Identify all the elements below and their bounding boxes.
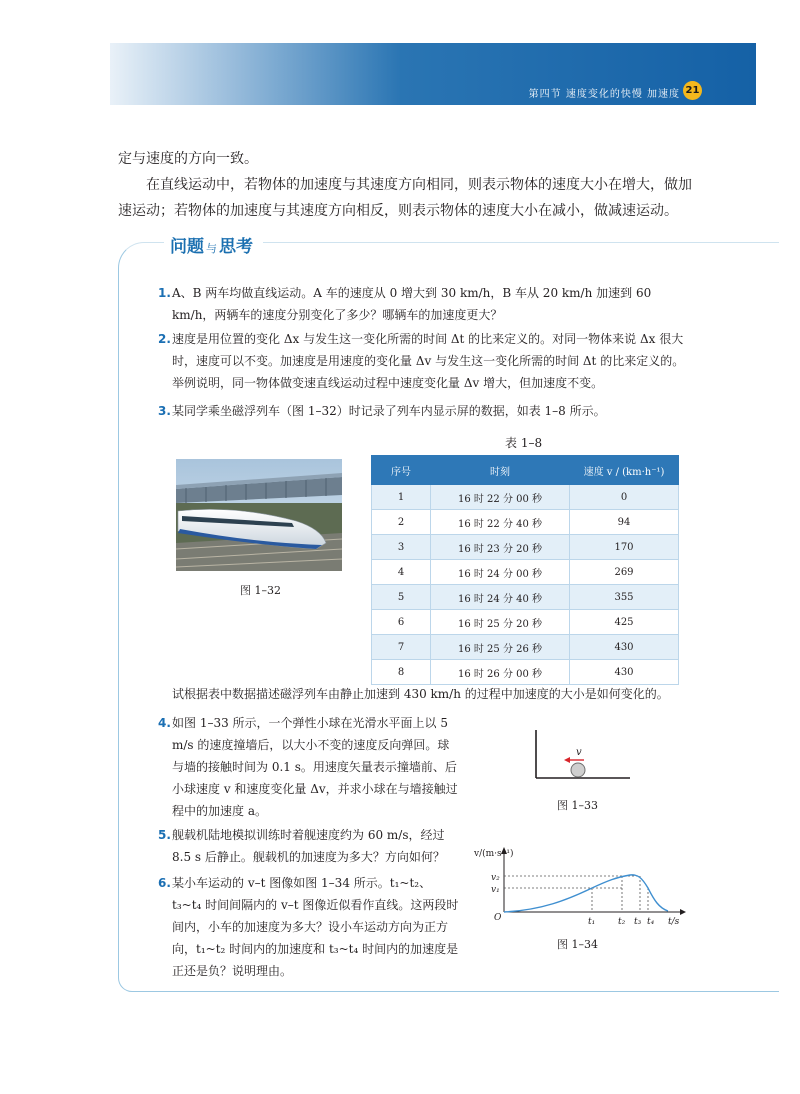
question-2 [158, 328, 692, 394]
speed-data-table [371, 455, 679, 685]
table-cell: 170 [570, 535, 679, 560]
table-cell: 16 时 25 分 20 秒 [431, 610, 570, 635]
intro-line: 定与速度的方向一致。 [118, 151, 258, 167]
table-cell: 0 [570, 485, 679, 510]
title-part-questions: 问题 [170, 237, 204, 257]
velocity-arrowhead [564, 757, 570, 763]
t4-label: t₄ [647, 917, 655, 927]
table-cell: 269 [570, 560, 679, 585]
table-header-time: 时刻 [431, 456, 570, 485]
question-4-number: 4. [158, 716, 171, 730]
origin-label: O [494, 913, 502, 923]
question-3 [158, 400, 692, 422]
table-cell: 430 [570, 635, 679, 660]
table-cell: 3 [372, 535, 431, 560]
table-cell: 425 [570, 610, 679, 635]
v-axis-label: v/(m·s⁻¹) [474, 849, 514, 859]
figure-1-34-vt-graph [472, 842, 694, 930]
t1-label: t₁ [588, 917, 596, 927]
ball [571, 763, 585, 777]
table-1-8-caption: 表 1–8 [505, 436, 543, 450]
table-row [372, 535, 679, 560]
page-number-badge: 21 [683, 81, 702, 100]
table-cell: 16 时 22 分 40 秒 [431, 510, 570, 535]
table-row [372, 585, 679, 610]
table-cell: 16 时 24 分 40 秒 [431, 585, 570, 610]
table-cell: 430 [570, 660, 679, 685]
question-1-number: 1. [158, 286, 171, 300]
intro-paragraph: 在直线运动中，若物体的加速度与其速度方向相同，则表示物体的速度大小在增大，做加速运动；若物体的加速度与其速度方向相反，则表示物体的速度大小在减小，做减速运动。 [118, 177, 692, 219]
table-cell: 94 [570, 510, 679, 535]
page-header-band [110, 43, 756, 105]
table-header-index: 序号 [372, 456, 431, 485]
figure-1-32-caption: 图 1–32 [240, 584, 281, 597]
table-row [372, 610, 679, 635]
figure-1-33-caption: 图 1–33 [557, 799, 598, 812]
question-6 [158, 872, 460, 982]
table-cell: 8 [372, 660, 431, 685]
table-cell: 16 时 23 分 20 秒 [431, 535, 570, 560]
table-cell: 355 [570, 585, 679, 610]
table-cell: 6 [372, 610, 431, 635]
question-4-text: 如图 1–33 所示，一个弹性小球在光滑水平面上以 5 m/s 的速度撞墙后，以大小不变的速度反向弹回。球与墙的接触时间为 0.1 s。用速度矢量表示撞墙前、后小球速度 v 和速度变化量 Δv，并求小球在与墙接触过程中的加速度 a。 [172, 716, 458, 818]
question-5 [158, 824, 460, 868]
title-part-thinking: 思考 [219, 237, 253, 257]
table-cell: 1 [372, 485, 431, 510]
t3-label: t₃ [634, 917, 642, 927]
table-cell: 7 [372, 635, 431, 660]
question-3-number: 3. [158, 404, 171, 418]
question-3-followup: 试根据表中数据描述磁浮列车由静止加速到 430 km/h 的过程中加速度的大小是如何变化的。 [172, 687, 669, 701]
table-cell: 16 时 22 分 00 秒 [431, 485, 570, 510]
vt-curve [504, 875, 668, 912]
table-row [372, 510, 679, 535]
question-1-text: A、B 两车均做直线运动。A 车的速度从 0 增大到 30 km/h，B 车从 20 km/h 加速到 60 km/h，两辆车的速度分别变化了多少？哪辆车的加速度更大？ [172, 286, 652, 322]
t2-label: t₂ [618, 917, 626, 927]
table-cell: 16 时 24 分 00 秒 [431, 560, 570, 585]
table-cell: 16 时 26 分 00 秒 [431, 660, 570, 685]
problem-box-title [164, 232, 263, 257]
maglev-train-photo [176, 459, 342, 571]
question-2-text: 速度是用位置的变化 Δx 与发生这一变化所需的时间 Δt 的比来定义的。对同一物体来说 Δx 很大时，速度可以不变。加速度是用速度的变化量 Δv 与发生这一变化所需的时间 Δt 的比来定义的。举例说明，同一物体做变速直线运动过程中速度变化量 Δv 增大，但加速度不变。 [172, 332, 685, 390]
v2-label: v₂ [491, 873, 500, 883]
question-2-number: 2. [158, 332, 171, 346]
title-part-and: 与 [206, 242, 217, 255]
question-1 [158, 282, 692, 326]
table-row [372, 560, 679, 585]
question-4 [158, 712, 460, 822]
table-cell: 5 [372, 585, 431, 610]
table-row [372, 660, 679, 685]
table-cell: 16 时 25 分 26 秒 [431, 635, 570, 660]
question-5-text: 舰载机陆地模拟训练时着舰速度约为 60 m/s，经过 8.5 s 后静止。舰载机的加速度为多大？方向如何？ [172, 828, 445, 864]
question-6-number: 6. [158, 876, 171, 890]
table-row [372, 485, 679, 510]
figure-1-33-ball-wall [526, 726, 636, 788]
question-5-number: 5. [158, 828, 171, 842]
velocity-label: v [576, 747, 582, 758]
t-axis-arrow [680, 909, 686, 915]
table-row [372, 635, 679, 660]
question-3-text: 某同学乘坐磁浮列车（图 1–32）时记录了列车内显示屏的数据，如表 1–8 所示。 [172, 404, 606, 418]
question-6-text: 某小车运动的 v–t 图像如图 1–34 所示。t₁~t₂、t₃~t₄ 时间间隔内的 v–t 图像近似看作直线。这两段时间内，小车的加速度为多大？设小车运动方向为正方向，t₁~t₂ 时间内的加速度和 t₃~t₄ 时间内的加速度是正还是负？说明理由。 [172, 876, 459, 978]
t-axis-label: t/s [668, 917, 680, 927]
header-section-title: 第四节 速度变化的快慢 加速度 [528, 89, 680, 100]
v1-label: v₁ [491, 885, 500, 895]
table-cell: 4 [372, 560, 431, 585]
figure-1-34-caption: 图 1–34 [557, 938, 598, 951]
table-header-speed: 速度 v / (km·h⁻¹) [570, 456, 679, 485]
table-header-row [372, 456, 679, 485]
table-cell: 2 [372, 510, 431, 535]
